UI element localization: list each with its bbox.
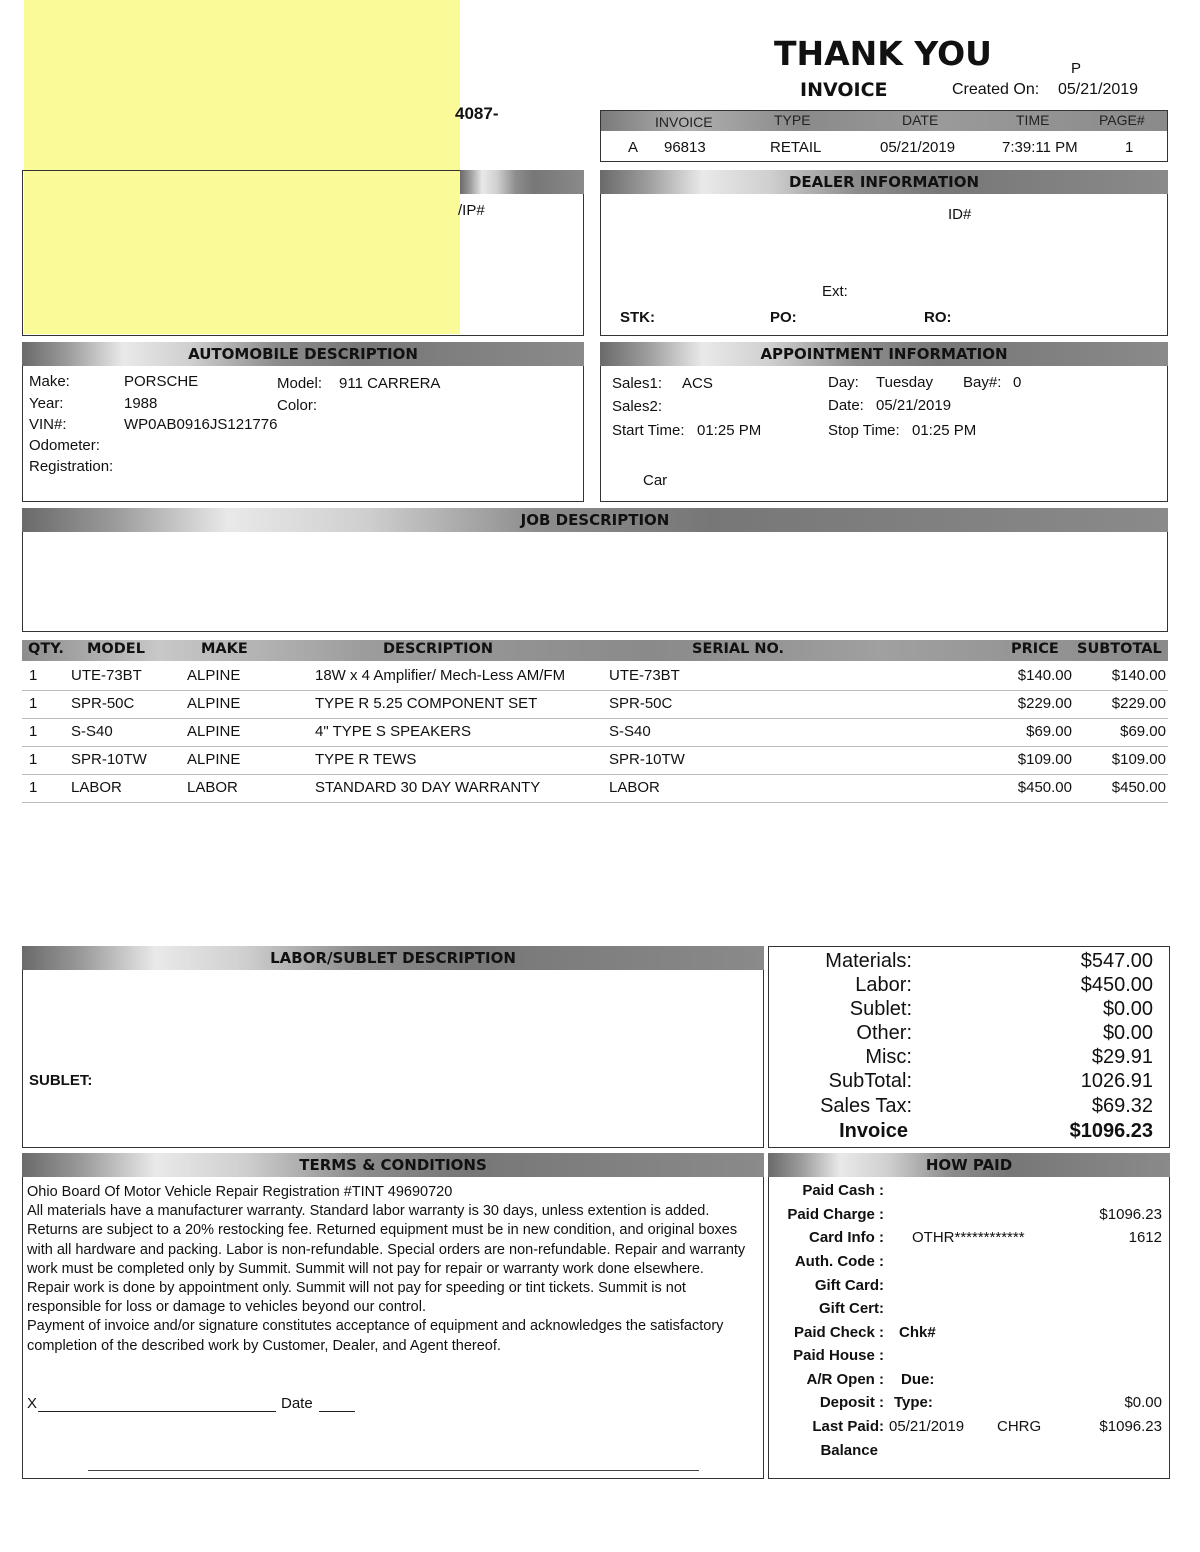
partial-number: 4087- bbox=[455, 104, 499, 123]
row-make: ALPINE bbox=[187, 723, 241, 740]
row-model: S-S40 bbox=[71, 723, 113, 740]
day-label: Day: bbox=[828, 374, 859, 391]
row-qty: 1 bbox=[29, 667, 38, 684]
table-row bbox=[22, 690, 1168, 719]
invoice-total-label: Invoice bbox=[839, 1120, 908, 1142]
letter-p: P bbox=[1071, 60, 1082, 77]
partial-ip-label: /IP# bbox=[458, 202, 485, 219]
col-type: TYPE bbox=[774, 112, 811, 128]
terms-acceptance: Payment of invoice and/or signature constitutes acceptance of equipment and acknowledges the satisfactory completion of the described work by Customer, Dealer, and Agent thereof. bbox=[27, 1318, 724, 1354]
paid-charge-label: Paid Charge : bbox=[787, 1206, 884, 1223]
stop-time-label: Stop Time: bbox=[828, 422, 900, 439]
row-price: $140.00 bbox=[1017, 667, 1072, 684]
vin-label: VIN#: bbox=[29, 416, 67, 433]
row-make: LABOR bbox=[187, 779, 238, 796]
appointment-title: APPOINTMENT INFORMATION bbox=[760, 345, 1008, 363]
dealer-id-label: ID# bbox=[948, 206, 972, 223]
items-col-make: MAKE bbox=[201, 641, 248, 657]
signature-x: X bbox=[27, 1395, 38, 1412]
row-description: TYPE R 5.25 COMPONENT SET bbox=[315, 695, 538, 712]
invoice-total-value: $1096.23 bbox=[1069, 1120, 1153, 1142]
row-price: $229.00 bbox=[1017, 695, 1072, 712]
ar-open-label: A/R Open : bbox=[806, 1371, 884, 1388]
misc-label: Misc: bbox=[865, 1046, 912, 1068]
balance-label: Balance bbox=[820, 1442, 878, 1459]
labor-label: Labor: bbox=[855, 974, 912, 996]
thank-you-heading: THANK YOU bbox=[774, 34, 992, 73]
row-serial: SPR-10TW bbox=[609, 751, 685, 768]
labor-value: $450.00 bbox=[1080, 974, 1153, 996]
col-page: PAGE# bbox=[1099, 112, 1145, 128]
materials-label: Materials: bbox=[825, 950, 912, 972]
terms-registration: Ohio Board Of Motor Vehicle Repair Registration #TINT 49690720 bbox=[27, 1184, 453, 1200]
bottom-rule bbox=[88, 1470, 699, 1471]
make-value: PORSCHE bbox=[124, 373, 199, 390]
row-price: $450.00 bbox=[1017, 779, 1072, 796]
last-paid-date: 05/21/2019 bbox=[889, 1418, 965, 1435]
last-paid-label: Last Paid: bbox=[812, 1418, 884, 1435]
terms-title: TERMS & CONDITIONS bbox=[299, 1156, 487, 1174]
totals-values bbox=[1000, 950, 1153, 1146]
job-title: JOB DESCRIPTION bbox=[520, 511, 670, 529]
other-label: Other: bbox=[856, 1022, 912, 1044]
year-label: Year: bbox=[29, 395, 64, 412]
sublet-label: SUBLET: bbox=[29, 1072, 93, 1089]
table-row bbox=[22, 718, 1168, 747]
chk-label: Chk# bbox=[899, 1324, 936, 1341]
card-last-digits: 1612 bbox=[1128, 1229, 1162, 1246]
items-header-row bbox=[22, 640, 1168, 661]
customer-box bbox=[22, 170, 584, 336]
row-model: UTE-73BT bbox=[71, 667, 142, 684]
model-value: 911 CARRERA bbox=[339, 375, 441, 392]
row-model: SPR-50C bbox=[71, 695, 135, 712]
table-row bbox=[22, 774, 1168, 803]
row-make: ALPINE bbox=[187, 667, 241, 684]
signature-line[interactable] bbox=[38, 1411, 276, 1412]
labor-sublet-box bbox=[22, 946, 764, 1148]
year-value: 1988 bbox=[124, 395, 158, 412]
invoice-type: RETAIL bbox=[770, 139, 822, 156]
items-col-qty: QTY. bbox=[28, 641, 64, 657]
labor-sublet-header-bar bbox=[22, 946, 764, 970]
start-time-value: 01:25 PM bbox=[697, 422, 762, 439]
sales1-value: ACS bbox=[682, 375, 713, 392]
automobile-header-bar bbox=[22, 342, 584, 366]
row-make: ALPINE bbox=[187, 695, 241, 712]
invoice-time: 7:39:11 PM bbox=[1002, 139, 1078, 156]
row-price: $69.00 bbox=[1026, 723, 1072, 740]
make-label: Make: bbox=[29, 373, 70, 390]
row-subtotal: $229.00 bbox=[1111, 695, 1166, 712]
odometer-label: Odometer: bbox=[29, 437, 100, 454]
sales-tax-value: $69.32 bbox=[1091, 1095, 1153, 1117]
row-serial: UTE-73BT bbox=[609, 667, 680, 684]
vin-value: WP0AB0916JS121776 bbox=[124, 416, 278, 433]
row-description: 18W x 4 Amplifier/ Mech-Less AM/FM bbox=[315, 667, 566, 684]
created-on-label: Created On: bbox=[952, 81, 1040, 98]
items-col-serial: SERIAL NO. bbox=[692, 641, 785, 657]
col-invoice: INVOICE bbox=[655, 114, 713, 130]
deposit-value: $0.00 bbox=[1124, 1394, 1162, 1411]
col-date: DATE bbox=[902, 112, 939, 128]
row-serial: SPR-50C bbox=[609, 695, 673, 712]
row-subtotal: $69.00 bbox=[1120, 723, 1166, 740]
start-time-label: Start Time: bbox=[612, 422, 685, 439]
labor-sublet-title: LABOR/SUBLET DESCRIPTION bbox=[270, 949, 516, 967]
dealer-title: DEALER INFORMATION bbox=[788, 173, 980, 191]
row-description: 4" TYPE S SPEAKERS bbox=[315, 723, 471, 740]
materials-value: $547.00 bbox=[1080, 950, 1153, 972]
automobile-box bbox=[22, 342, 584, 502]
row-qty: 1 bbox=[29, 751, 38, 768]
customer-header-bar bbox=[460, 170, 584, 194]
sales-tax-label: Sales Tax: bbox=[820, 1095, 912, 1117]
col-time: TIME bbox=[1016, 112, 1050, 128]
paid-charge-value: $1096.23 bbox=[1099, 1206, 1162, 1223]
bay-value: 0 bbox=[1013, 374, 1022, 391]
card-info-label: Card Info : bbox=[809, 1229, 884, 1246]
subtotal-value: 1026.91 bbox=[1080, 1070, 1153, 1092]
row-qty: 1 bbox=[29, 723, 38, 740]
row-model: LABOR bbox=[71, 779, 122, 796]
document-title: INVOICE bbox=[800, 79, 888, 101]
subtotal-label: SubTotal: bbox=[828, 1070, 912, 1092]
appt-date-value: 05/21/2019 bbox=[876, 397, 952, 414]
appt-car: Car bbox=[643, 472, 668, 489]
dealer-header-bar bbox=[600, 170, 1168, 194]
appt-date-label: Date: bbox=[828, 397, 864, 414]
auth-code-label: Auth. Code : bbox=[794, 1253, 884, 1270]
row-price: $109.00 bbox=[1017, 751, 1072, 768]
color-label: Color: bbox=[277, 397, 318, 414]
signature-date-line[interactable] bbox=[319, 1411, 355, 1412]
last-paid-method: CHRG bbox=[997, 1418, 1042, 1435]
gift-cert-label: Gift Cert: bbox=[819, 1300, 884, 1317]
misc-value: $29.91 bbox=[1091, 1046, 1153, 1068]
row-description: STANDARD 30 DAY WARRANTY bbox=[315, 779, 541, 796]
bay-label: Bay#: bbox=[963, 374, 1002, 391]
dealer-po-label: PO: bbox=[770, 309, 797, 326]
invoice-number: 96813 bbox=[664, 139, 706, 156]
row-subtotal: $450.00 bbox=[1111, 779, 1166, 796]
last-paid-value: $1096.23 bbox=[1099, 1418, 1162, 1435]
sales2-label: Sales2: bbox=[612, 398, 663, 415]
dealer-ext-label: Ext: bbox=[822, 283, 848, 300]
table-row bbox=[22, 662, 1168, 691]
paid-house-label: Paid House : bbox=[793, 1347, 884, 1364]
table-row bbox=[22, 746, 1168, 775]
row-model: SPR-10TW bbox=[71, 751, 147, 768]
paid-check-label: Paid Check : bbox=[793, 1324, 884, 1341]
how-paid-header-bar bbox=[768, 1153, 1170, 1177]
row-qty: 1 bbox=[29, 695, 38, 712]
dealer-box bbox=[600, 170, 1168, 336]
row-serial: LABOR bbox=[609, 779, 660, 796]
items-col-price: PRICE bbox=[1011, 641, 1059, 657]
row-subtotal: $109.00 bbox=[1111, 751, 1166, 768]
terms-warranty: All materials have a manufacturer warranty. Standard labor warranty is 30 days, unless extention is added. Returns are subject to a 20% restocking fee. Returned equipment must be in new condition, and original boxes with all hardware and packing. Labor is non-refundable. Special orders are non-refundable. Repair and warranty work must be completed only by Summit. Summit will not pay for repair or warranty work done elsewhere. Repair work is done by appointment only. Summit will not pay for speeding or tint tickets. Summit is not responsible for loss or damage to vehicles beyond our control. bbox=[27, 1203, 746, 1316]
invoice-date: 05/21/2019 bbox=[880, 139, 956, 156]
items-col-subtotal: SUBTOTAL bbox=[1077, 641, 1162, 657]
deposit-label: Deposit : bbox=[819, 1394, 884, 1411]
due-label: Due: bbox=[901, 1371, 935, 1388]
sales1-label: Sales1: bbox=[612, 375, 663, 392]
invoice-prefix: A bbox=[628, 139, 639, 156]
items-col-description: DESCRIPTION bbox=[383, 641, 493, 657]
items-col-model: MODEL bbox=[87, 641, 145, 657]
sublet-value: $0.00 bbox=[1102, 998, 1153, 1020]
day-value: Tuesday bbox=[876, 374, 933, 391]
dealer-stk-label: STK: bbox=[620, 309, 655, 326]
how-paid-title: HOW PAID bbox=[925, 1156, 1013, 1174]
registration-label: Registration: bbox=[29, 458, 114, 475]
gift-card-label: Gift Card: bbox=[814, 1277, 884, 1294]
totals-labels bbox=[780, 950, 912, 1146]
signature-date-label: Date bbox=[281, 1395, 313, 1412]
row-make: ALPINE bbox=[187, 751, 241, 768]
created-on-value: 05/21/2019 bbox=[1058, 81, 1139, 98]
paid-cash-label: Paid Cash : bbox=[802, 1182, 884, 1199]
deposit-type-label: Type: bbox=[894, 1394, 933, 1411]
job-header-bar bbox=[22, 508, 1168, 532]
other-value: $0.00 bbox=[1102, 1022, 1153, 1044]
row-serial: S-S40 bbox=[609, 723, 651, 740]
row-description: TYPE R TEWS bbox=[315, 751, 417, 768]
model-label: Model: bbox=[277, 375, 323, 392]
dealer-ro-label: RO: bbox=[924, 309, 952, 326]
row-qty: 1 bbox=[29, 779, 38, 796]
invoice-page: 1 bbox=[1125, 139, 1134, 156]
appointment-header-bar bbox=[600, 342, 1168, 366]
row-subtotal: $140.00 bbox=[1111, 667, 1166, 684]
terms-header-bar bbox=[22, 1153, 764, 1177]
stop-time-value: 01:25 PM bbox=[912, 422, 977, 439]
terms-text bbox=[27, 1183, 747, 1356]
sublet-total-label: Sublet: bbox=[849, 998, 912, 1020]
automobile-title: AUTOMOBILE DESCRIPTION bbox=[188, 345, 418, 363]
card-info-value: OTHR************ bbox=[912, 1229, 1025, 1246]
